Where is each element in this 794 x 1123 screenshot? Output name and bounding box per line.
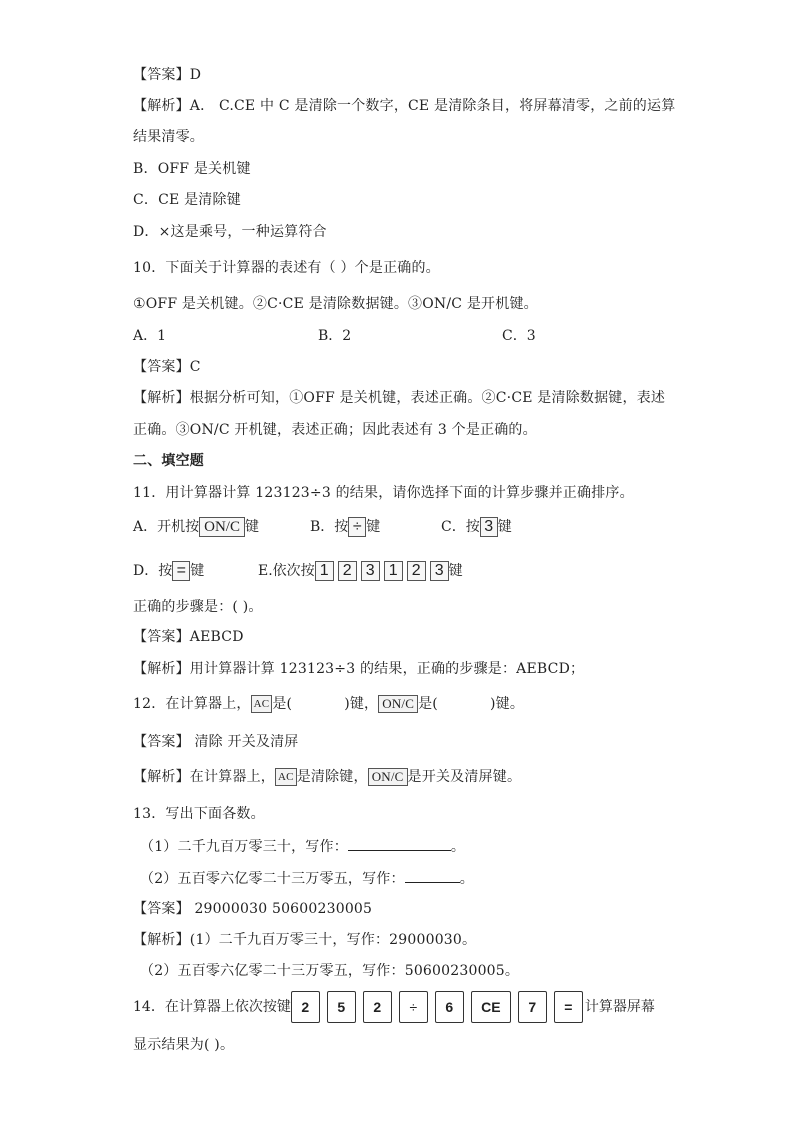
onc-key: ON/C xyxy=(199,517,245,537)
q13-1-end: 。 xyxy=(450,839,466,855)
ac-key: AC xyxy=(251,695,273,713)
q13-1-text: （1）二千九百万零三十，写作： xyxy=(140,839,348,855)
step-b-suffix: 键 xyxy=(366,519,381,535)
ac-key: AC xyxy=(275,768,297,786)
calc-key: CE xyxy=(471,991,511,1023)
section-heading: 二、填空题 xyxy=(133,453,204,469)
question-10: 10．下面关于计算器的表述有（ ）个是正确的。 xyxy=(133,260,440,276)
analysis-line: B．OFF 是关机键 xyxy=(133,161,251,177)
analysis-line: D．×这是乘号，一种运算符合 xyxy=(133,224,327,240)
calc-key: 5 xyxy=(327,991,356,1023)
analysis-line: 正确。③ON/C 开机键，表述正确；因此表述有 3 个是正确的。 xyxy=(133,422,537,438)
answer-blank xyxy=(405,867,460,883)
q12-text: 12．在计算器上， xyxy=(133,696,251,712)
analysis-line: （2）五百零六亿零二十三万零五，写作：50600230005。 xyxy=(140,963,520,979)
digit-key: 1 xyxy=(315,561,334,581)
step-e xyxy=(258,561,463,581)
question-11-blank: 正确的步骤是：( )。 xyxy=(133,599,263,615)
q12-text: 是( xyxy=(418,696,438,712)
step-c-label: C．按 xyxy=(441,519,480,535)
answer-label: 【答案】 清除 开关及清屏 xyxy=(133,734,299,750)
question-13: 13．写出下面各数。 xyxy=(133,806,265,822)
question-13-part-1 xyxy=(140,835,465,857)
analysis-line: 结果清零。 xyxy=(133,129,204,145)
q13-2-end: 。 xyxy=(459,871,474,887)
answer-label: 【答案】 29000030 50600230005 xyxy=(133,901,373,917)
q12-text: 是( xyxy=(272,696,293,712)
question-14 xyxy=(133,991,655,1023)
analysis-line: 【解析】用计算器计算 123123÷3 的结果，正确的步骤是：AEBCD； xyxy=(133,661,585,677)
question-14-line-2: 显示结果为( )。 xyxy=(133,1037,235,1053)
analysis-line: 【解析】A． C.CE 中 C 是清除一个数字，CE 是清除条目，将屏幕清零，之前的运算 xyxy=(133,98,676,114)
digit-key: 3 xyxy=(361,561,380,581)
analysis-line: 【解析】(1）二千九百万零三十，写作：29000030。 xyxy=(133,932,477,948)
answer-label: 【答案】D xyxy=(133,67,202,83)
analysis-line: C．CE 是清除键 xyxy=(133,192,241,208)
step-d-label: D．按 xyxy=(133,563,173,579)
q12-exp-text: 是清除键， xyxy=(296,769,368,785)
step-e-label: E.依次按 xyxy=(258,563,315,579)
calc-key: ÷ xyxy=(399,991,428,1023)
calc-key: 6 xyxy=(435,991,464,1023)
onc-key: ON/C xyxy=(378,695,418,713)
calc-key: = xyxy=(554,991,583,1023)
answer-label: 【答案】AEBCD xyxy=(133,629,244,645)
step-b xyxy=(310,517,380,537)
onc-key: ON/C xyxy=(368,768,408,786)
answer-blank xyxy=(348,835,451,851)
calc-key: 7 xyxy=(518,991,547,1023)
step-e-suffix: 键 xyxy=(448,563,463,579)
step-d-suffix: 键 xyxy=(190,563,205,579)
step-c-suffix: 键 xyxy=(497,519,512,535)
question-10-statements: ①OFF 是关机键。②C·CE 是清除数据键。③ON/C 是开机键。 xyxy=(133,296,538,312)
question-11: 11．用计算器计算 123123÷3 的结果，请你选择下面的计算步骤并正确排序。 xyxy=(133,485,634,501)
equals-key: = xyxy=(172,561,190,581)
three-key: 3 xyxy=(480,517,498,537)
q12-text: )键。 xyxy=(489,696,525,712)
question-12 xyxy=(133,694,524,714)
answer-label: 【答案】C xyxy=(133,359,201,375)
q12-exp-text: 是开关及清屏键。 xyxy=(407,769,522,785)
option-b: B．2 xyxy=(318,328,352,344)
step-a-label: A．开机按 xyxy=(133,519,200,535)
q12-exp-text: 【解析】在计算器上， xyxy=(133,769,275,785)
digit-key: 1 xyxy=(384,561,403,581)
q13-2-text: （2）五百零六亿零二十三万零五，写作： xyxy=(140,871,405,887)
step-a xyxy=(133,517,259,537)
option-a: A．1 xyxy=(133,328,167,344)
step-d xyxy=(133,561,204,581)
digit-key: 3 xyxy=(430,561,449,581)
option-c: C．3 xyxy=(502,328,536,344)
q14-text: 计算器屏幕 xyxy=(584,999,655,1015)
step-a-suffix: 键 xyxy=(244,519,259,535)
calc-key: 2 xyxy=(291,991,320,1023)
analysis-line: 【解析】根据分析可知，①OFF 是关机键，表述正确。②C·CE 是清除数据键，表述 xyxy=(133,390,666,406)
q12-text: )键， xyxy=(344,696,379,712)
calc-key: 2 xyxy=(363,991,392,1023)
step-b-label: B．按 xyxy=(310,519,349,535)
question-13-part-2 xyxy=(140,867,474,889)
q14-text: 14．在计算器上依次按键 xyxy=(133,999,291,1015)
step-c xyxy=(441,517,512,537)
analysis-line xyxy=(133,767,521,787)
divide-key: ÷ xyxy=(348,517,366,537)
digit-key: 2 xyxy=(338,561,357,581)
digit-key: 2 xyxy=(407,561,426,581)
